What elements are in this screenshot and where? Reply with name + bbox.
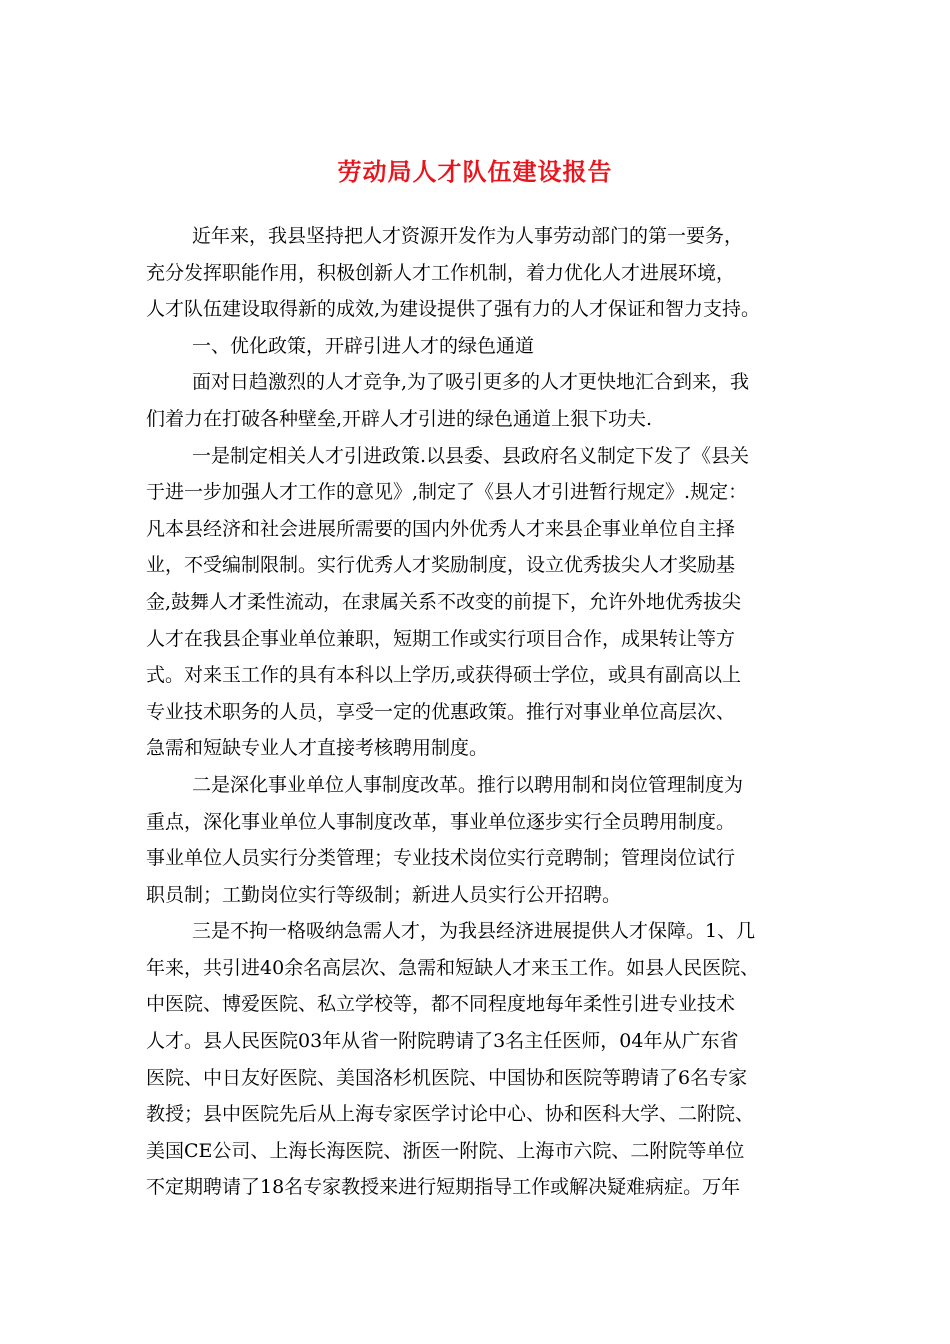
body-line: 式。对来玉工作的具有本科以上学历,或获得硕士学位，或具有副高以上: [146, 664, 742, 687]
body-line: 急需和短缺专业人才直接考核聘用制度。: [146, 737, 489, 760]
body-line: 专业技术职务的人员，享受一定的优惠政策。推行对事业单位高层次、: [146, 700, 736, 723]
body-line: 中医院、博爱医院、私立学校等，都不同程度地每年柔性引进专业技术: [146, 993, 736, 1016]
body-line: 事业单位人员实行分类管理；专业技术岗位实行竞聘制；管理岗位试行: [146, 847, 736, 870]
body-line: 于进一步加强人才工作的意见》,制定了《县人才引进暂行规定》.规定：: [146, 481, 748, 504]
body-line: 一是制定相关人才引进政策.以县委、县政府名义制定下发了《县关: [192, 444, 750, 467]
body-line: 金,鼓舞人才柔性流动，在隶属关系不改变的前提下，允许外地优秀拔尖: [146, 590, 742, 613]
body-line: 年来，共引进40余名高层次、急需和短缺人才来玉工作。如县人民医院、: [146, 956, 760, 979]
document-title: 劳动局人才队伍建设报告: [337, 157, 613, 186]
body-line: 面对日趋激烈的人才竞争,为了吸引更多的人才更快地汇合到来，我: [192, 371, 750, 394]
body-line: 三是不拘一格吸纳急需人才，为我县经济进展提供人才保障。1、几: [192, 920, 756, 943]
body-line: 一、优化政策，开辟引进人才的绿色通道: [192, 334, 535, 357]
body-line: 职员制；工勤岗位实行等级制；新进人员实行公开招聘。: [146, 883, 622, 906]
body-line: 人才队伍建设取得新的成效,为建设提供了强有力的人才保证和智力支持。: [146, 298, 761, 321]
body-line: 充分发挥职能作用，积极创新人才工作机制，着力优化人才进展环境，: [146, 261, 736, 284]
body-line: 们着力在打破各种壁垒,开辟人才引进的绿色通道上狠下功夫.: [146, 407, 653, 430]
body-line: 近年来，我县坚持把人才资源开发作为人事劳动部门的第一要务，: [192, 225, 744, 247]
body-line: 医院、中日友好医院、美国洛杉机医院、中国协和医院等聘请了6名专家: [146, 1066, 748, 1089]
body-line: 凡本县经济和社会进展所需要的国内外优秀人才来县企事业单位自主择: [146, 517, 736, 540]
body-line: 二是深化事业单位人事制度改革。推行以聘用制和岗位管理制度为: [192, 773, 744, 796]
body-line: 人才在我县企事业单位兼职，短期工作或实行项目合作，成果转让等方: [146, 627, 736, 650]
body-line: 重点，深化事业单位人事制度改革，事业单位逐步实行全员聘用制度。: [146, 810, 736, 833]
body-line: 人才。县人民医院03年从省一附院聘请了3名主任医师，04年从广东省: [146, 1030, 739, 1053]
body-line: 教授；县中医院先后从上海专家医学讨论中心、协和医科大学、二附院、: [146, 1103, 755, 1126]
document-body: [146, 218, 816, 1206]
body-line: 业，不受编制限制。实行优秀人才奖励制度，设立优秀拔尖人才奖励基: [146, 554, 736, 577]
body-line: 美国CE公司、上海长海医院、浙医一附院、上海市六院、二附院等单位: [146, 1139, 745, 1162]
body-line: 不定期聘请了18名专家教授来进行短期指导工作或解决疑难病症。万年: [146, 1176, 741, 1199]
